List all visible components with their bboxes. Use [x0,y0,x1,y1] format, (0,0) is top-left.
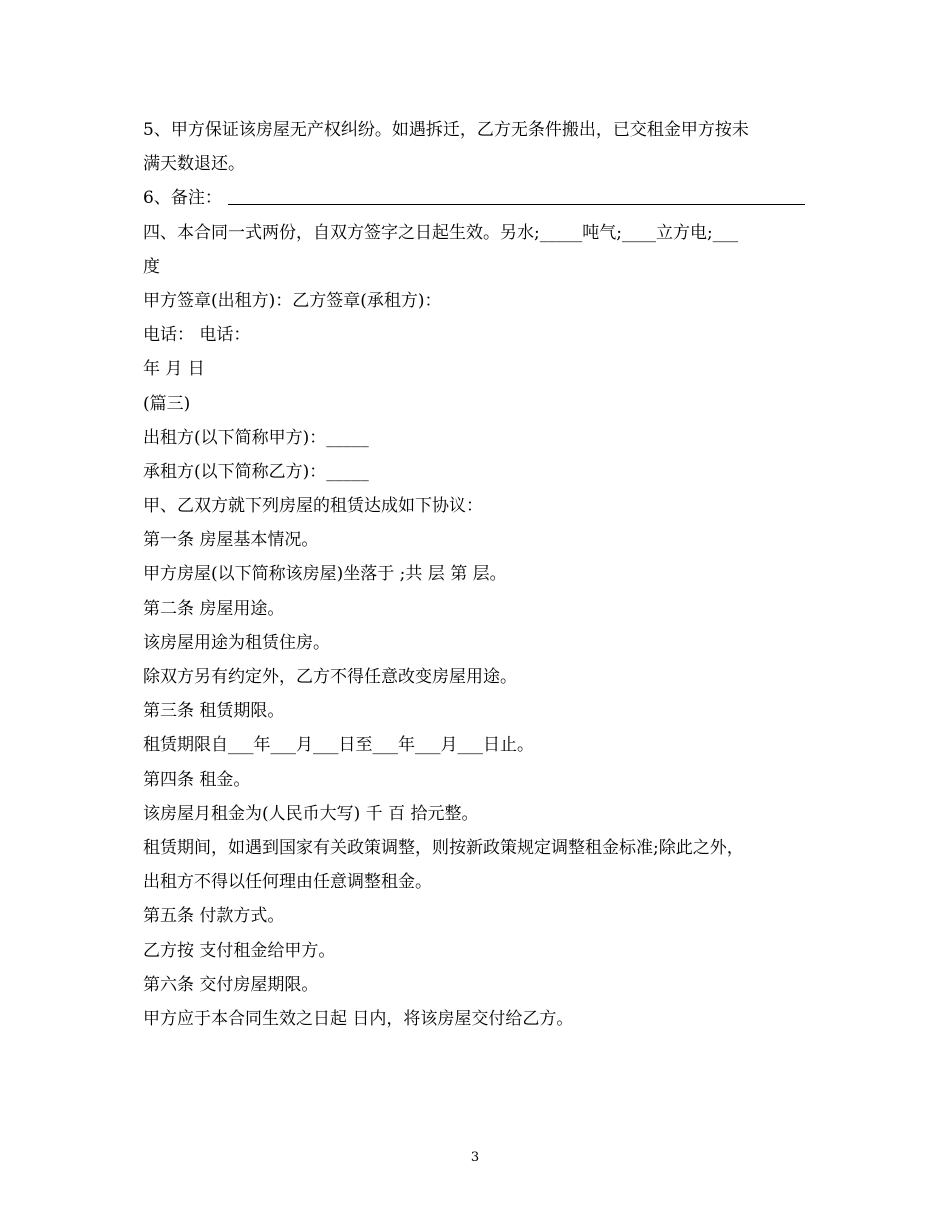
text-line: 该房屋用途为租赁住房。 [143,632,330,653]
text-line: 甲、乙双方就下列房屋的租赁达成如下协议： [143,496,483,517]
text-line: 除双方另有约定外，乙方不得任意改变房屋用途。 [143,667,517,687]
text-line: 出租方(以下简称甲方)：_____ [143,427,369,448]
text-line: 承租方(以下简称乙方)：_____ [143,461,369,482]
text-line: 甲方签章(出租方)：乙方签章(承租方)： [143,290,442,311]
clause-heading: 第六条 交付房屋期限。 [143,974,319,995]
text-line: 该房屋月租金为(人民币大写) 千 百 拾元整。 [143,803,479,824]
clause-heading: 第一条 房屋基本情况。 [143,530,319,551]
remarks-blank-rule [228,204,805,205]
text-line: 电话： 电话： [143,325,251,346]
page-body [143,113,805,1036]
text-line: 租赁期间，如遇到国家有关政策调整，则按新政策规定调整租金标准;除此之外， [143,837,744,858]
text-line: 四、本合同一式两份，自双方签字之日起生效。另水;_____吨气;____立方电;___ [143,222,739,243]
clause-heading: 第三条 租赁期限。 [143,701,285,722]
remarks-label: 6、备注： [143,188,222,209]
clause-heading: 第五条 付款方式。 [143,906,285,927]
text-line: 出租方不得以任何理由任意调整租金。 [143,872,432,893]
text-line: 甲方应于本合同生效之日起 日内，将该房屋交付给乙方。 [143,1008,574,1029]
text-line: 5、甲方保证该房屋无产权纠纷。如遇拆迁，乙方无条件搬出，已交租金甲方按未 [143,120,749,140]
text-line: 乙方按 支付租金给甲方。 [143,940,336,961]
text-line: 年 月 日 [143,359,205,380]
text-line: 甲方房屋(以下简称该房屋)坐落于 ;共 层 第 层。 [143,564,507,585]
clause-heading: 第四条 租金。 [143,769,251,790]
section-heading: (篇三) [143,393,191,414]
page-number: 3 [470,1150,480,1165]
text-line: 租赁期限自___年___月___日至___年___月___日止。 [143,735,534,756]
clause-heading: 第二条 房屋用途。 [143,598,285,619]
remarks-line [143,181,805,215]
text-line: 度 [143,256,160,277]
text-line: 满天数退还。 [143,154,245,175]
